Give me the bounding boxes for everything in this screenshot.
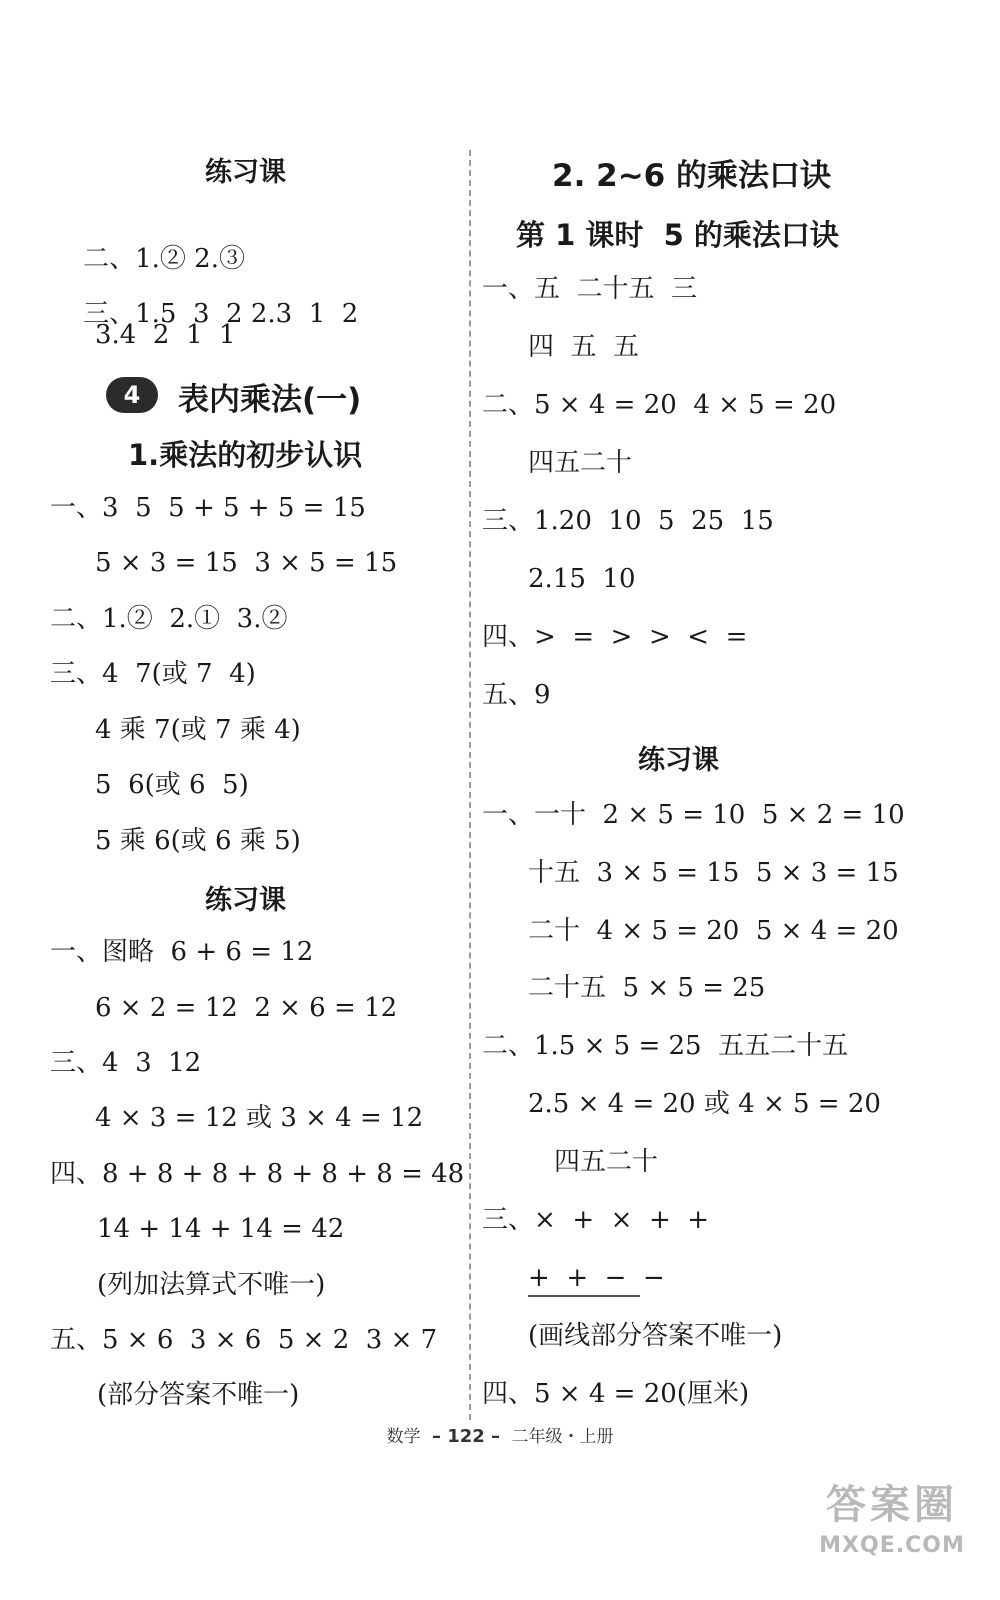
p2-wu-1: 五、5 × 6 3 × 6 5 × 2 3 × 7	[50, 1325, 438, 1355]
p1-san-1: 1.5 3 2	[135, 299, 251, 329]
p1-er-a: 1.②	[135, 244, 195, 274]
s1-yi-1: 一、3 5 5 + 5 + 5 = 15	[50, 493, 366, 523]
p3-yi-2: 十五 3 × 5 = 15 5 × 3 = 15	[528, 858, 899, 888]
unit-number-badge: 4	[106, 377, 158, 413]
s1-yi-2: 5 × 3 = 15 3 × 5 = 15	[95, 548, 398, 578]
p2-wu-2: (部分答案不唯一)	[97, 1380, 300, 1410]
p3-yi-1: 一、一十 2 × 5 = 10 5 × 2 = 10	[482, 800, 905, 830]
p2-yi-2: 6 × 2 = 12 2 × 6 = 12	[95, 993, 398, 1023]
page-footer	[0, 1422, 1000, 1447]
p2-si-2: 14 + 14 + 14 = 42	[97, 1214, 345, 1244]
p3-san-1: 三、× + × + +	[482, 1205, 710, 1235]
s1-san-3: 5 6(或 6 5)	[95, 770, 249, 800]
p1-san-3: 3.4 2 1 1	[95, 320, 236, 350]
p3-er-3: 四五二十	[554, 1147, 659, 1177]
p3-san-2: + + − −	[528, 1263, 665, 1293]
p3-er-2: 2.5 × 4 = 20 或 4 × 5 = 20	[528, 1089, 881, 1119]
watermark-text: 答案圈	[826, 1482, 958, 1528]
p2-si-1: 四、8 + 8 + 8 + 8 + 8 + 8 = 48	[50, 1159, 465, 1189]
right-column	[470, 0, 1000, 1600]
l1-si: 四、> = > > < =	[482, 622, 748, 652]
p1-er-b: 2.③	[194, 244, 245, 274]
p1-er-prefix: 二、	[83, 244, 136, 274]
footer-subject: 数学	[386, 1427, 421, 1447]
practice-3-title: 练习课	[638, 745, 719, 776]
s1-san-2: 4 乘 7(或 7 乘 4)	[95, 715, 301, 745]
section-2-title: 2. 2~6 的乘法口诀	[552, 158, 832, 194]
left-column	[0, 0, 470, 1600]
p1-san-2: 2.3 1 2	[250, 299, 359, 329]
p2-san-1: 三、4 3 12	[50, 1048, 202, 1078]
footer-grade: 二年级・上册	[511, 1427, 614, 1447]
l1-wu: 五、9	[482, 680, 551, 710]
s1-san-1: 三、4 7(或 7 4)	[50, 659, 256, 689]
section-1-title: 1.乘法的初步认识	[128, 438, 363, 472]
answer-underline	[528, 1295, 640, 1297]
practice-1-title: 练习课	[205, 157, 286, 188]
p3-yi-3: 二十 4 × 5 = 20 5 × 4 = 20	[528, 916, 899, 946]
s1-san-4: 5 乘 6(或 6 乘 5)	[95, 826, 301, 856]
l1-er-1: 二、5 × 4 = 20 4 × 5 = 20	[482, 390, 837, 420]
l1-yi-1: 一、五 二十五 三	[482, 274, 698, 304]
s1-er: 二、1.② 2.① 3.②	[50, 604, 288, 634]
l1-san-2: 2.15 10	[528, 564, 636, 594]
p3-san-3: (画线部分答案不唯一)	[528, 1321, 783, 1351]
l1-er-2: 四五二十	[528, 448, 633, 478]
p3-er-1: 二、1.5 × 5 = 25 五五二十五	[482, 1031, 849, 1061]
l1-yi-2: 四 五 五	[528, 332, 640, 362]
practice-2-title: 练习课	[205, 885, 286, 916]
watermark-url: MXQE.COM	[819, 1533, 965, 1558]
lesson-1-title: 第 1 课时 5 的乘法口诀	[516, 218, 839, 252]
page-number: – 122 –	[431, 1426, 501, 1447]
p3-si: 四、5 × 4 = 20(厘米)	[482, 1379, 750, 1409]
watermark-logo	[802, 1478, 982, 1578]
unit-title: 表内乘法(一)	[178, 382, 362, 418]
p2-si-3: (列加法算式不唯一)	[97, 1270, 326, 1300]
p3-yi-4: 二十五 5 × 5 = 25	[528, 973, 766, 1003]
p2-yi-1: 一、图略 6 + 6 = 12	[50, 937, 314, 967]
p1-san-prefix: 三、	[83, 299, 136, 329]
p2-san-2: 4 × 3 = 12 或 3 × 4 = 12	[95, 1103, 424, 1133]
l1-san-1: 三、1.20 10 5 25 15	[482, 506, 774, 536]
